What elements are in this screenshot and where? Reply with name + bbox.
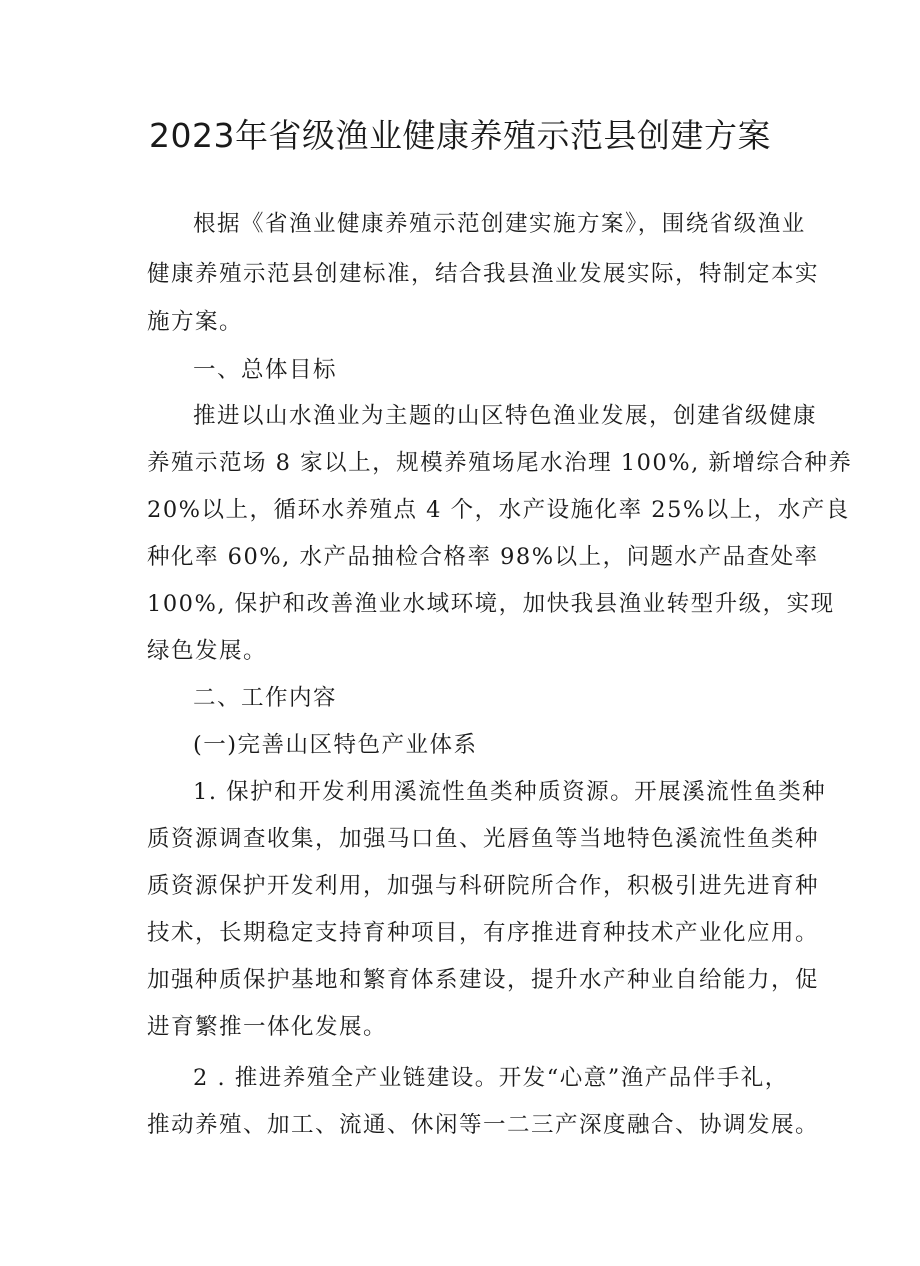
subsection-heading: (一)完善山区特色产业体系 <box>193 732 478 758</box>
paragraph-line: 施方案。 <box>147 309 244 335</box>
paragraph-line: 绿色发展。 <box>147 638 268 664</box>
paragraph-line: 健康养殖示范县创建标准，结合我县渔业发展实际，特制定本实 <box>147 261 820 287</box>
paragraph-line: 根据《省渔业健康养殖示范创建实施方案》，围绕省级渔业 <box>193 211 806 237</box>
section-heading: 一、总体目标 <box>193 357 338 383</box>
paragraph-line: 种化率 60%, 水产品抽检合格率 98%以上，问题水产品查处率 <box>147 544 819 570</box>
document-title: 2023年省级渔业健康养殖示范县创建方案 <box>149 116 771 155</box>
paragraph-line: 100%, 保护和改善渔业水域环境，加快我县渔业转型升级，实现 <box>147 591 835 617</box>
section-heading: 二、工作内容 <box>193 685 338 711</box>
paragraph-line: 质资源保护开发利用，加强与科研院所合作，积极引进先进育种 <box>147 873 820 899</box>
paragraph-line: 1. 保护和开发利用溪流性鱼类种质资源。开展溪流性鱼类种 <box>193 779 827 805</box>
paragraph-line: 技术，长期稳定支持育种项目，有序推进育种技术产业化应用。 <box>147 920 820 946</box>
paragraph-line: 质资源调查收集，加强马口鱼、光唇鱼等当地特色溪流性鱼类种 <box>147 826 820 852</box>
paragraph-line: 推进以山水渔业为主题的山区特色渔业发展，创建省级健康 <box>193 403 818 429</box>
paragraph-line: 进育繁推一体化发展。 <box>147 1014 388 1040</box>
paragraph-line: 2 . 推进养殖全产业链建设。开发“心意”渔产品伴手礼， <box>193 1065 789 1091</box>
paragraph-line: 加强种质保护基地和繁育体系建设，提升水产种业自给能力，促 <box>147 967 820 993</box>
paragraph-line: 20%以上，循环水养殖点 4 个，水产设施化率 25%以上，水产良 <box>147 497 850 523</box>
paragraph-line: 推动养殖、加工、流通、休闲等一二三产深度融合、协调发展。 <box>147 1112 820 1138</box>
paragraph-line: 养殖示范场 8 家以上，规模养殖场尾水治理 100%, 新增综合种养 <box>147 450 853 476</box>
